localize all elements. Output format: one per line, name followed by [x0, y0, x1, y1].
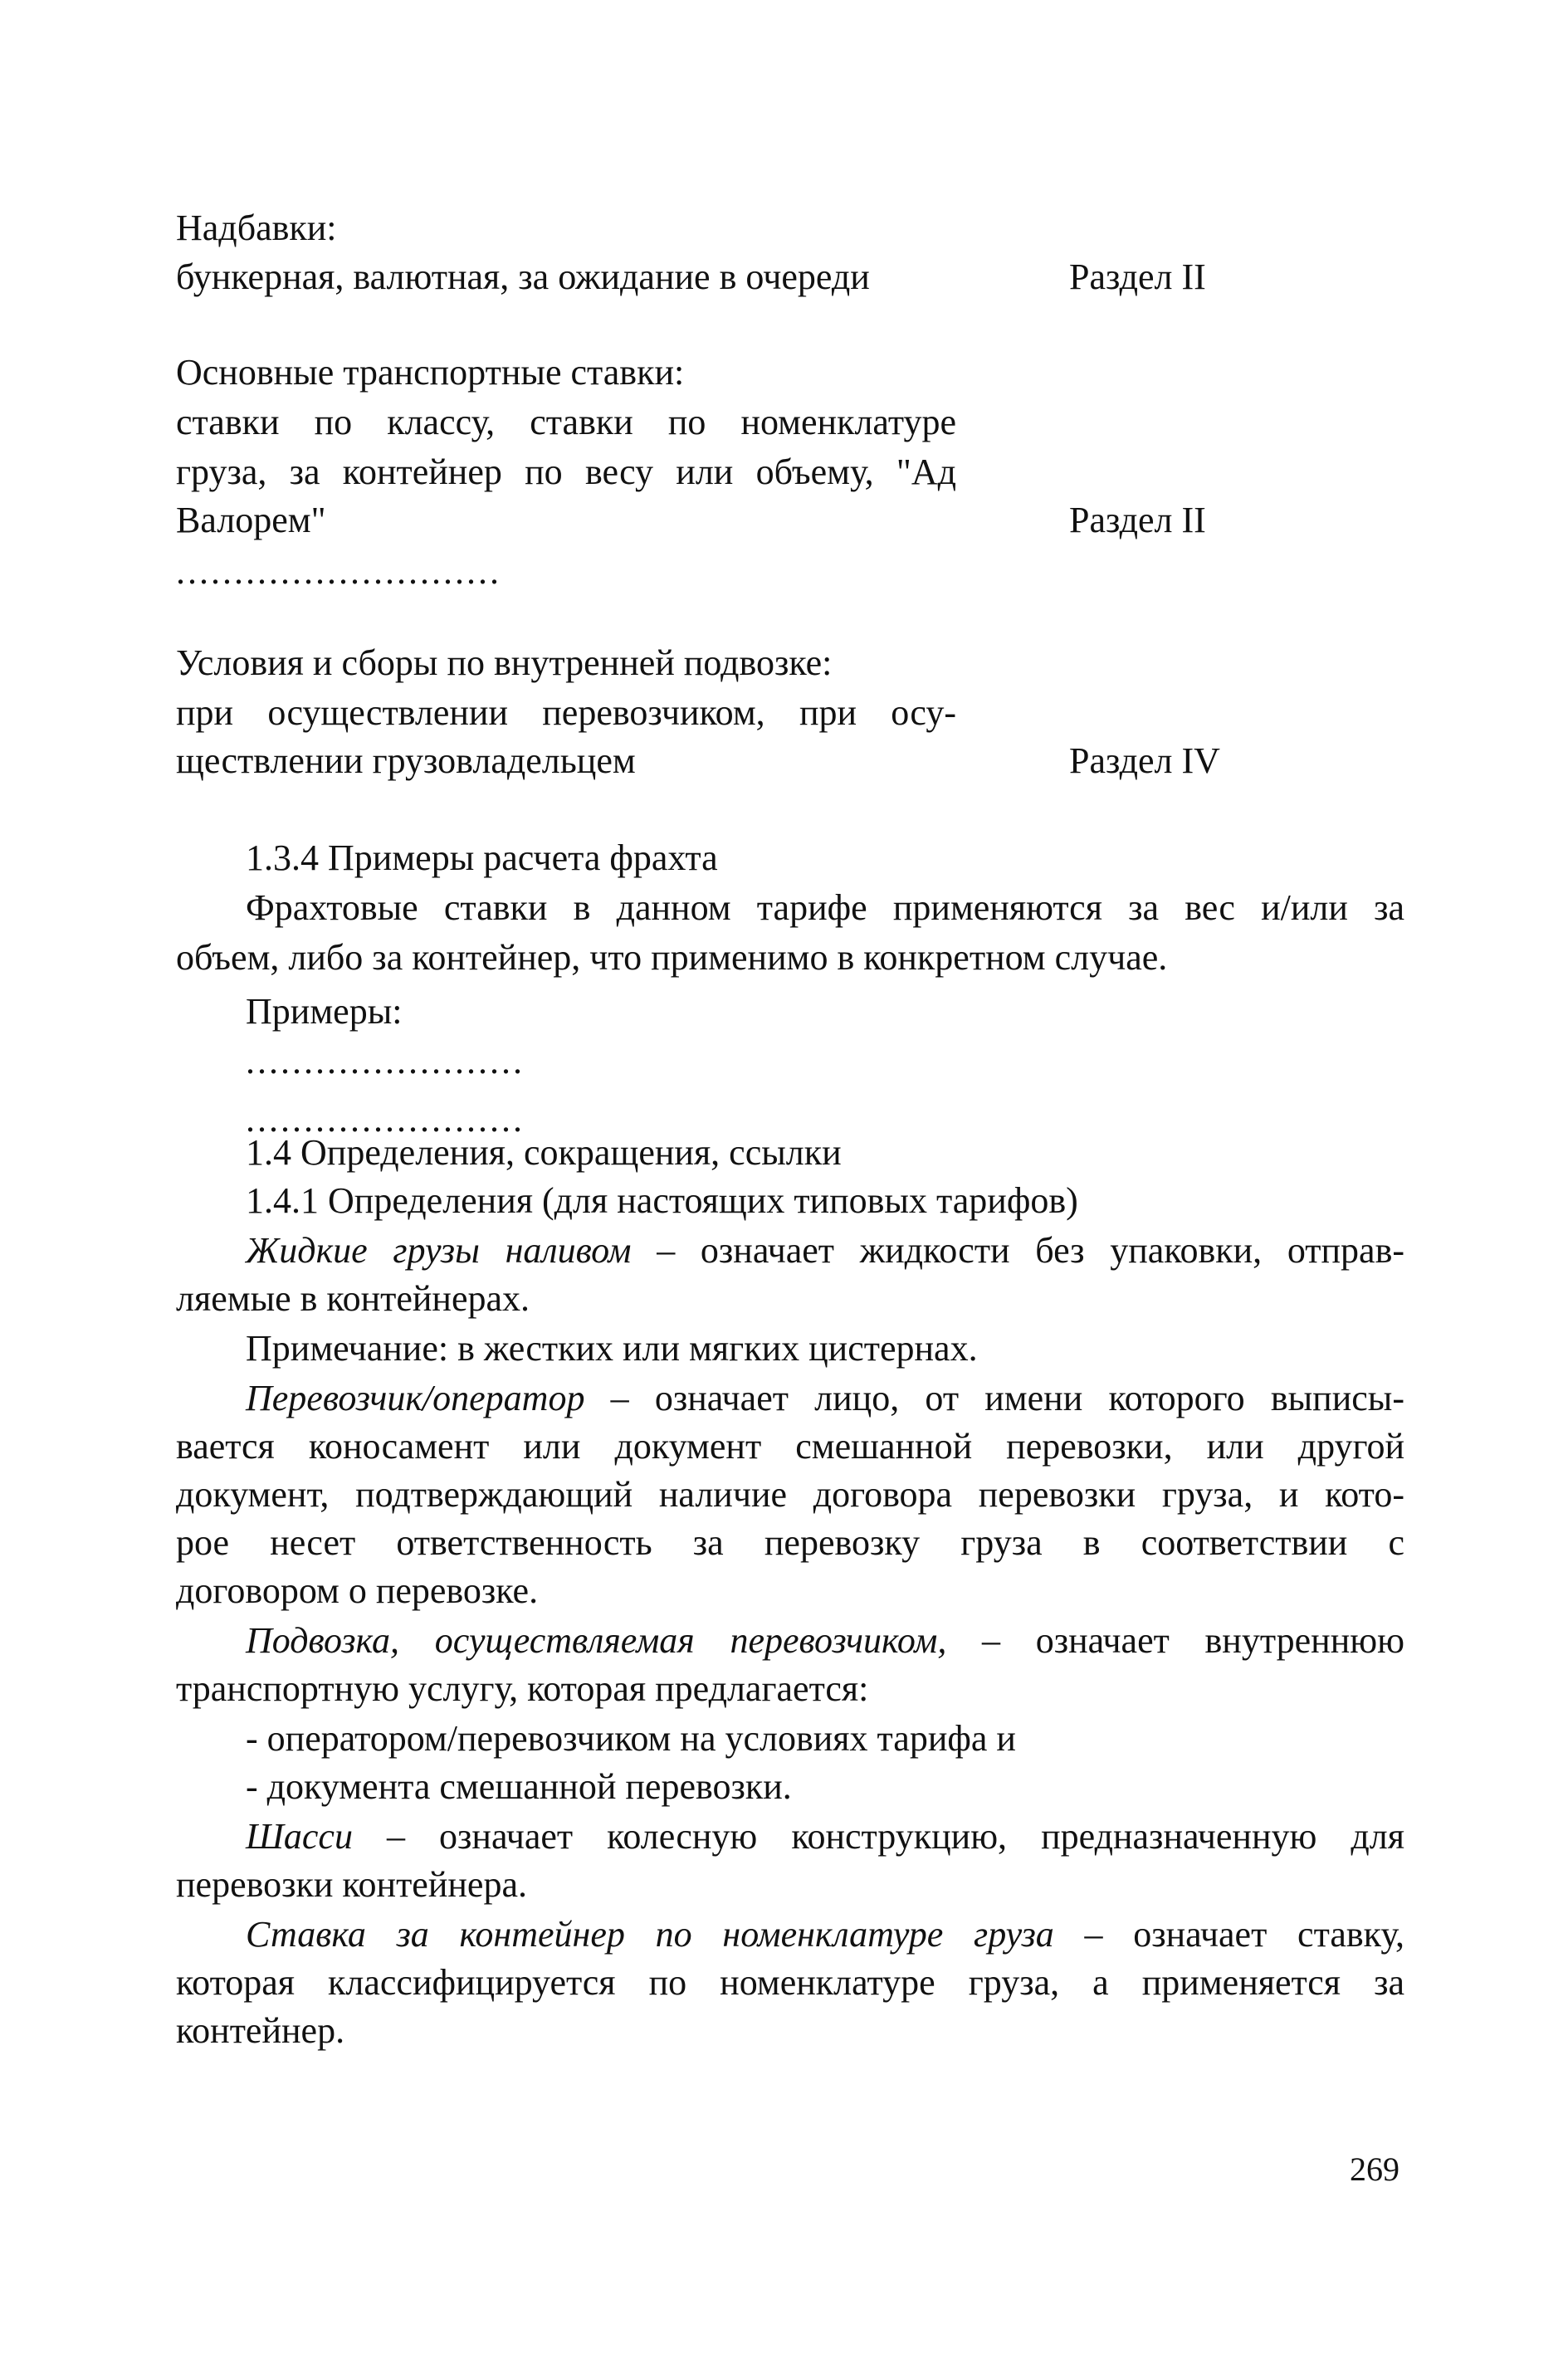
section-1-4-heading: 1.4 Определения, сокращения, ссылки — [246, 1132, 842, 1173]
paragraph-line: объем, либо за контейнер, что применимо в конкретном случае. — [176, 937, 1168, 978]
omission-dots: ........................ — [246, 1041, 525, 1081]
definition-line: вается коносамент или документ смешанной перевозки, или другой — [176, 1426, 1404, 1467]
note-line: Примечание: в жестких или мягких цистернах. — [246, 1328, 978, 1369]
inland-heading: Условия и сборы по внутренней подвозке: — [176, 642, 833, 683]
definition-line: транспортную услугу, которая предлагается: — [176, 1668, 869, 1709]
definition-line: контейнер. — [176, 2010, 345, 2051]
definition-text: – означает внутреннюю — [946, 1620, 1404, 1661]
base-rates-heading: Основные транспортные ставки: — [176, 352, 685, 393]
definition-line: рое несет ответственность за перевозку груза в соответствии с — [176, 1522, 1404, 1563]
definition-term: Подвозка, осуществляемая перевозчиком, — [246, 1620, 947, 1661]
definition-line — [246, 1813, 1404, 1860]
base-rates-line: Валорем" — [176, 500, 326, 540]
base-rates-line: груза, за контейнер по весу или объему, "Ад — [176, 452, 956, 492]
surcharges-section-ref: Раздел II — [1069, 256, 1206, 297]
definition-line: перевозки контейнера. — [176, 1864, 527, 1905]
inland-line: при осуществлении перевозчиком, при осу- — [176, 692, 956, 733]
definition-line — [246, 1227, 1404, 1274]
section-1-3-4-heading: 1.3.4 Примеры расчета фрахта — [246, 837, 718, 878]
paragraph-line: Фрахтовые ставки в данном тарифе применяются за вес и/или за — [246, 887, 1404, 928]
definition-line: договором о перевозке. — [176, 1570, 539, 1611]
list-item: - документа смешанной перевозки. — [246, 1766, 792, 1807]
definition-line: которая классифицируется по номенклатуре груза, а применяется за — [176, 1962, 1404, 2003]
definition-line — [246, 1617, 1404, 1664]
surcharges-text: бункерная, валютная, за ожидание в очереди — [176, 256, 870, 297]
section-1-4-1-heading: 1.4.1 Определения (для настоящих типовых тарифов) — [246, 1180, 1078, 1221]
page-number: 269 — [1350, 2150, 1399, 2188]
definition-text: – означает лицо, от имени которого выписы- — [584, 1378, 1404, 1418]
definition-term: Жидкие грузы наливом — [246, 1230, 632, 1271]
definition-line: ляемые в контейнерах. — [176, 1278, 530, 1319]
definition-text: – означает колесную конструкцию, предназначенную для — [352, 1816, 1404, 1857]
base-rates-section-ref: Раздел II — [1069, 500, 1206, 540]
examples-label: Примеры: — [246, 991, 403, 1032]
definition-text: – означает ставку, — [1053, 1914, 1404, 1955]
omission-dots: ........................ — [246, 1099, 525, 1140]
surcharges-heading: Надбавки: — [176, 207, 337, 248]
definition-line: документ, подтверждающий наличие договора перевозки груза, и кото- — [176, 1474, 1404, 1515]
definition-term: Перевозчик/оператор — [246, 1378, 585, 1418]
omission-dots: ............................ — [176, 551, 501, 592]
inland-section-ref: Раздел IV — [1069, 740, 1220, 781]
base-rates-line: ставки по классу, ставки по номенклатуре — [176, 402, 956, 442]
definition-line — [246, 1374, 1404, 1422]
definition-text: – означает жидкости без упаковки, отправ- — [631, 1230, 1404, 1271]
definition-term: Шасси — [246, 1816, 353, 1857]
inland-line: ществлении грузовладельцем — [176, 740, 636, 781]
definition-line — [246, 1911, 1404, 1958]
definition-term: Ставка за контейнер по номенклатуре груза — [246, 1914, 1054, 1955]
list-item: - оператором/перевозчиком на условиях тарифа и — [246, 1718, 1016, 1759]
